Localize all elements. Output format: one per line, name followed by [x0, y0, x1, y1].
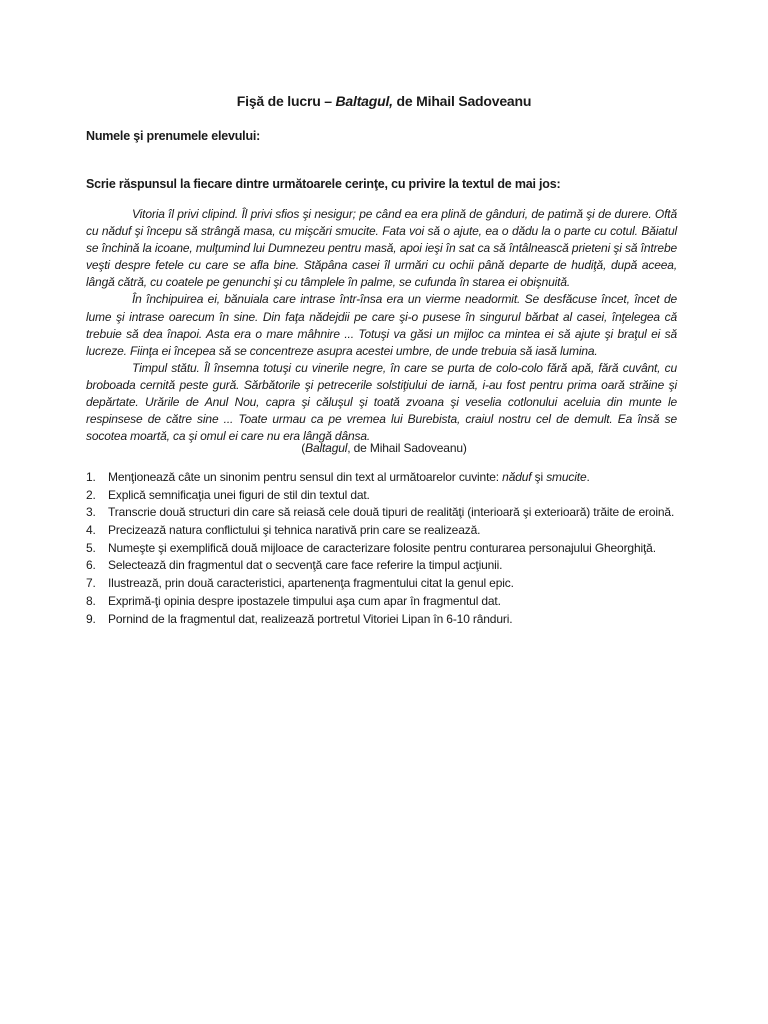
task-text: Selectează din fragmentul dat o secvenţă care face referire la timpul acţiunii. — [108, 558, 503, 573]
title-work: Baltagul, — [335, 93, 393, 109]
worksheet-title — [0, 93, 768, 109]
task-text: Transcrie două structuri din care să reiasă cele două tipuri de realităţi (interioară şi exterioară) trăite de eroină. — [108, 505, 675, 520]
task-text: Menţionează câte un sinonim pentru sensul din text al următoarelor cuvinte: — [108, 470, 503, 484]
excerpt-source — [0, 441, 768, 455]
task-item — [86, 611, 686, 629]
task-text: Ilustrează, prin două caracteristici, apartenenţa fragmentului citat la genul epic. — [108, 576, 514, 591]
instruction-text: Scrie răspunsul la fiecare dintre următoarele cerinţe, cu privire la textul de mai jos: — [86, 177, 561, 191]
task-number: 7. — [86, 576, 96, 591]
task-item — [86, 522, 686, 540]
source-rest: , de Mihail Sadoveanu) — [347, 441, 467, 455]
task-item — [86, 575, 686, 593]
excerpt-paragraph-1: Vitoria îl privi clipind. Îl privi sfios şi nesigur; pe când ea era plină de gânduri, de patimă şi de durere. Oftă cu năduf şi începu să strângă masa, cu mişcări smucite. Fata voi să o ajute, ea o dădu la o parte cu cotul. Băiatul se închină la icoane, mulţumind lui Dumnezeu pentru masă, apoi ieşi în sat ca să întâlnească prieteni şi să întrebe veşti despre fetele cu care se afla bine. Stăpâna casei îl urmări cu ochii până departe de hudiţă, după aceea, lângă cătră, cu coatele pe genunchi şi cu tâmplele în palme, se cufunda în starea ei obişnuită. — [86, 207, 677, 290]
task-number: 9. — [86, 611, 96, 626]
task-item — [86, 540, 686, 558]
literary-excerpt — [86, 206, 677, 445]
task-item — [86, 487, 686, 505]
source-work: Baltagul — [305, 441, 348, 455]
task-number: 6. — [86, 558, 96, 573]
task-number: 3. — [86, 505, 96, 520]
task-text: Precizează natura conflictului şi tehnica narativă prin care se realizează. — [108, 523, 481, 538]
task-italic-word: năduf — [502, 470, 532, 484]
task-text: Pornind de la fragmentul dat, realizează portretul Vitoriei Lipan în 6-10 rânduri. — [108, 611, 513, 626]
excerpt-paragraph-3: Timpul stătu. Îl însemna totuşi cu vinerile negre, în care se purta de colo-colo fără apă, fără cuvânt, cu broboada cernită peste gură. Sărbătorile şi petrecerile solstiţiului de iarnă, i-au fost pentru prima oară străine şi depărtate. Urările de Anul Nou, capra şi căluşul şi toată zvoana şi veselia cotlonului aceluia din munte le respinsese de către sine ... Toate urmau ca pe vremea lui Burebista, craiul nostru cel de demult. Ea însă se socotea moartă, ca şi omul ei care nu era lângă dânsa. — [86, 360, 677, 444]
task-text: Exprimă-ţi opinia despre ipostazele timpului aşa cum apar în fragmentul dat. — [108, 593, 501, 608]
task-text: Numeşte şi exemplifică două mijloace de caracterizare folosite pentru conturarea personajului Gheorghiţă. — [108, 540, 656, 555]
task-number: 5. — [86, 540, 96, 555]
task-text: Explică semnificaţia unei figuri de stil din textul dat. — [108, 487, 370, 502]
task-item — [86, 504, 686, 522]
task-number: 4. — [86, 523, 96, 538]
task-number: 8. — [86, 593, 96, 608]
task-number: 1. — [86, 470, 96, 484]
excerpt-paragraph-2: În închipuirea ei, bănuiala care intrase într-însa era un vierme neadormit. Se desfăcuse încet, încet de lume şi intrase oarecum în sine. Din faţa nădejdii pe care şi-o pusese în singurul bărbat al casei, înţelegea că trebuie să dea înapoi. Asta era o mare mâhnire ... Totuşi va găsi un mijloc ca mintea ei să ajute şi braţul ei să lucreze. Fiinţa ei începea să se concentreze asupra acestei umbre, de unde trebuia să iasă lumina. — [86, 292, 677, 358]
title-suffix: de Mihail Sadoveanu — [392, 93, 532, 109]
task-number: 2. — [86, 487, 96, 502]
task-text-mid: şi — [531, 470, 547, 484]
task-list — [86, 469, 686, 628]
task-item — [86, 469, 686, 487]
student-name-label: Numele şi prenumele elevului: — [86, 129, 261, 143]
task-text-end: . — [586, 470, 590, 484]
task-item — [86, 593, 686, 611]
task-italic-word-2: smucite — [546, 470, 587, 484]
source-open: ( — [301, 441, 306, 455]
task-item — [86, 557, 686, 575]
title-prefix: Fişă de lucru – — [236, 93, 336, 109]
